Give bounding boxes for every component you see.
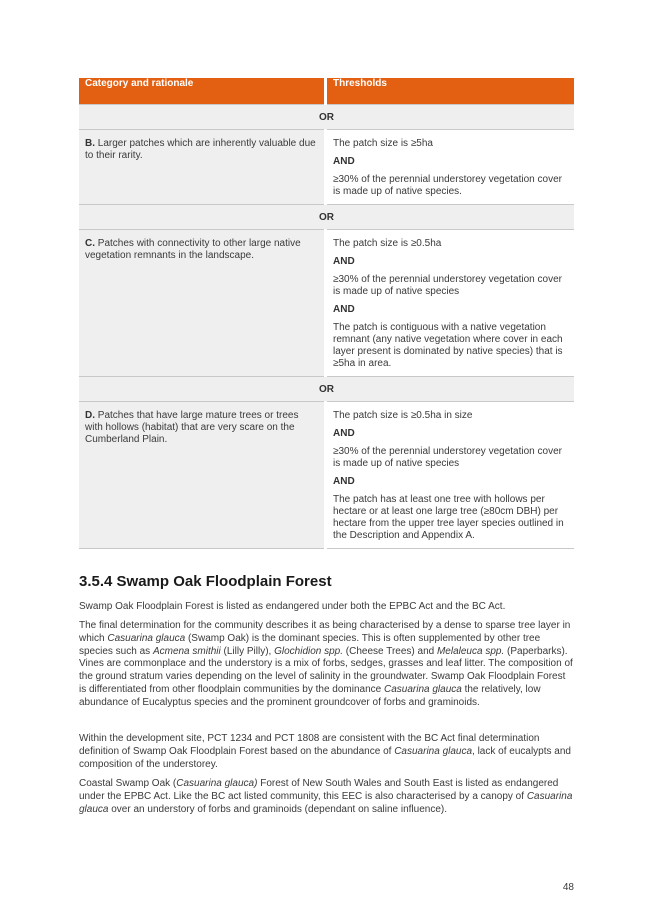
text-run: the relatively, low abundance of Eucalyptus species and the prominent groundcover of forbs and graminoids. xyxy=(79,683,541,708)
and-label: AND xyxy=(333,476,355,487)
text-run: Within the development site, PCT 1234 and PCT 1808 are consistent with the BC Act final determination definition of Swamp Oak Floodplain Forest based on the abundance of xyxy=(79,733,540,757)
text-run: (Swamp Oak) is the dominant species. This is often supplemented by other tree species such as xyxy=(79,632,541,657)
or-label: OR xyxy=(79,105,574,130)
and-label: AND xyxy=(333,256,355,267)
species-name: Acmena smithii xyxy=(152,645,221,657)
or-row xyxy=(79,205,574,230)
species-name: Casuarina glauca xyxy=(394,745,473,757)
paragraph-3 xyxy=(79,733,573,771)
threshold-text: ≥30% of the perennial understorey vegetation cover is made up of native species xyxy=(333,446,562,469)
text-run: Forest of New South Wales and South East is listed as endangered under the EPBC Act. Like the BC act listed community, this EEC is also characterised by a canopy of xyxy=(79,778,559,802)
thresholds-cell-d xyxy=(326,402,575,549)
text-run: , lack of eucalypts and composition of the understorey. xyxy=(79,745,571,770)
species-name: Casuarina glauca xyxy=(79,790,573,815)
paragraph-1: Swamp Oak Floodplain Forest is listed as endangered under both the EPBC Act and the BC Act. xyxy=(79,601,506,612)
section-heading: 3.5.4 Swamp Oak Floodplain Forest xyxy=(79,573,332,590)
text-run: over an understory of forbs and graminoids (dependant on saline influence). xyxy=(108,803,448,815)
threshold-text: The patch has at least one tree with hollows per hectare or at least one large tree (≥80cm DBH) per hectare from the upper tree layer species outlined in the Description and Appendix A. xyxy=(333,494,564,541)
text-run: (Cheese Trees) and xyxy=(343,645,437,657)
page-number: 48 xyxy=(562,882,574,893)
or-label: OR xyxy=(79,205,574,230)
or-row xyxy=(79,105,574,130)
thresholds-cell-b xyxy=(326,130,575,205)
text-run: Coastal Swamp Oak ( xyxy=(79,778,177,789)
table-row-c xyxy=(79,230,574,377)
species-name: Casuarina glauca xyxy=(107,632,186,644)
text-run: (Paperbarks). Vines are commonplace and the understory is a mix of forbs, sedges, grasses and leaf litter. The composition of the ground stratum varies depending on the level of salinity in the groundwater. Swamp Oak Floodplain Forest is differentiated from other floodplain communities by the dominance xyxy=(79,645,573,695)
species-name: Melaleuca spp. xyxy=(436,645,505,657)
col-header-thresholds: Thresholds xyxy=(326,78,575,105)
and-label: AND xyxy=(333,428,355,439)
row-letter: C. xyxy=(85,238,95,249)
paragraph-4 xyxy=(79,778,573,816)
text-run: The final determination for the community describes it as being characterised by a dense to sparse tree layer in which xyxy=(79,620,571,644)
paragraph-2 xyxy=(79,620,573,710)
row-letter: D. xyxy=(85,410,95,421)
and-label: AND xyxy=(333,156,355,167)
threshold-text: The patch size is ≥0.5ha xyxy=(333,238,442,249)
thresholds-table xyxy=(79,78,574,549)
or-row xyxy=(79,377,574,402)
rationale-cell-c xyxy=(79,230,326,377)
threshold-text: ≥30% of the perennial understorey vegetation cover is made up of native species. xyxy=(333,174,562,197)
species-name: Casuarina glauca) xyxy=(176,778,258,789)
rationale-cell-d xyxy=(79,402,326,549)
rationale-cell-b xyxy=(79,130,326,205)
table-row-b xyxy=(79,130,574,205)
col-header-category: Category and rationale xyxy=(79,78,326,105)
and-label: AND xyxy=(333,304,355,315)
species-name: Glochidion spp. xyxy=(274,645,344,657)
text-run: (Lilly Pilly), xyxy=(220,645,275,657)
species-name: Casuarina glauca xyxy=(383,683,462,695)
threshold-text: ≥30% of the perennial understorey vegetation cover is made up of native species xyxy=(333,274,562,297)
table-header-row xyxy=(79,78,574,105)
thresholds-cell-c xyxy=(326,230,575,377)
rationale-text: Patches with connectivity to other large native vegetation remnants in the landscape. xyxy=(85,238,301,261)
threshold-text: The patch is contiguous with a native vegetation remnant (any native vegetation where cover in each layer present is dominated by native species) that is ≥5ha in area. xyxy=(333,322,563,369)
rationale-text: Patches that have large mature trees or trees with hollows (habitat) that are very scare on the Cumberland Plain. xyxy=(85,410,299,445)
threshold-text: The patch size is ≥5ha xyxy=(333,138,433,149)
row-letter: B. xyxy=(85,138,95,149)
rationale-text: Larger patches which are inherently valuable due to their rarity. xyxy=(85,138,316,161)
table-row-d xyxy=(79,402,574,549)
threshold-text: The patch size is ≥0.5ha in size xyxy=(333,410,473,421)
or-label: OR xyxy=(79,377,574,402)
